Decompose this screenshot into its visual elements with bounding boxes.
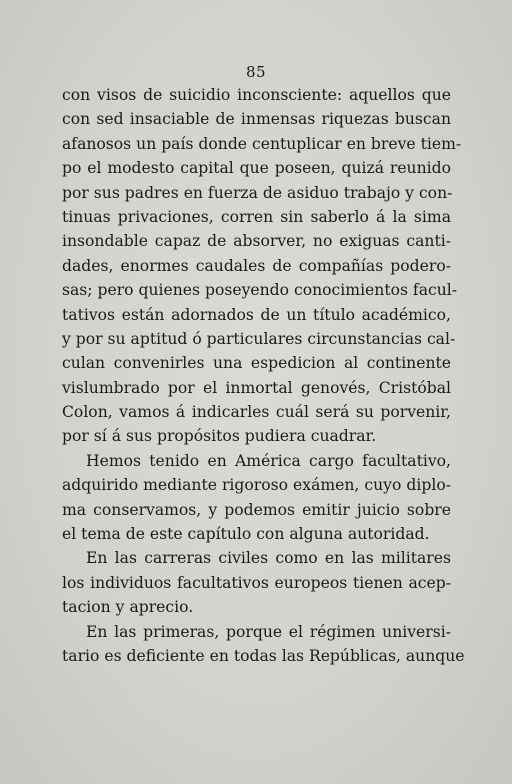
- text-line: el tema de este capítulo con alguna autoridad.: [62, 525, 430, 544]
- text-line: vislumbrado por el inmortal genovés, Cristóbal: [62, 378, 451, 397]
- paragraph-4: [62, 620, 465, 669]
- text-line: adquirido mediante rigoroso exámen, cuyo diplo-: [62, 476, 451, 495]
- page-number: 85: [245, 63, 267, 81]
- paragraph-1: [62, 83, 462, 449]
- text-line: ma conservamos, y podemos emitir juicio sobre: [62, 500, 451, 519]
- paragraph-3: [62, 546, 451, 619]
- text-line: con visos de suicidio inconsciente: aquellos que: [62, 86, 451, 104]
- text-line: sas; pero quienes poseyendo conocimientos facul-: [62, 281, 458, 300]
- text-line: por sí á sus propósitos pudiera cuadrar.: [62, 427, 377, 446]
- text-line: los individuos facultativos europeos tienen acep-: [62, 573, 451, 592]
- paragraph-2: [62, 449, 451, 547]
- text-line: dades, enormes caudales de compañías podero-: [62, 256, 451, 275]
- text-line: con sed insaciable de inmensas riquezas buscan: [62, 110, 451, 129]
- text-line: afanosos un país donde centuplicar en breve tiem-: [62, 134, 462, 153]
- text-line: tario es deficiente en todas las Repúblicas, aunque: [62, 646, 465, 665]
- text-line: tinuas privaciones, corren sin saberlo á la sima: [62, 207, 451, 226]
- text-line: y por su aptitud ó particulares circunstancias cal-: [62, 329, 456, 348]
- text-line: culan convenirles una espedicion al continente: [62, 354, 451, 373]
- text-line: Hemos tenido en América cargo facultativo,: [86, 451, 451, 470]
- text-line: En las primeras, porque el régimen universi-: [86, 622, 451, 641]
- text-line: Colon, vamos á indicarles cuál será su porvenir,: [62, 403, 451, 422]
- body-text: [62, 83, 465, 668]
- text-line: po el modesto capital que poseen, quizá reunido: [62, 159, 451, 178]
- text-line: tacion y aprecio.: [62, 598, 194, 617]
- text-line: por sus padres en fuerza de asiduo trabajo y con-: [62, 183, 453, 202]
- text-line: En las carreras civiles como en las militares: [86, 549, 451, 568]
- text-line: insondable capaz de absorver, no exiguas canti-: [62, 232, 451, 251]
- text-line: tativos están adornados de un título académico,: [62, 305, 451, 324]
